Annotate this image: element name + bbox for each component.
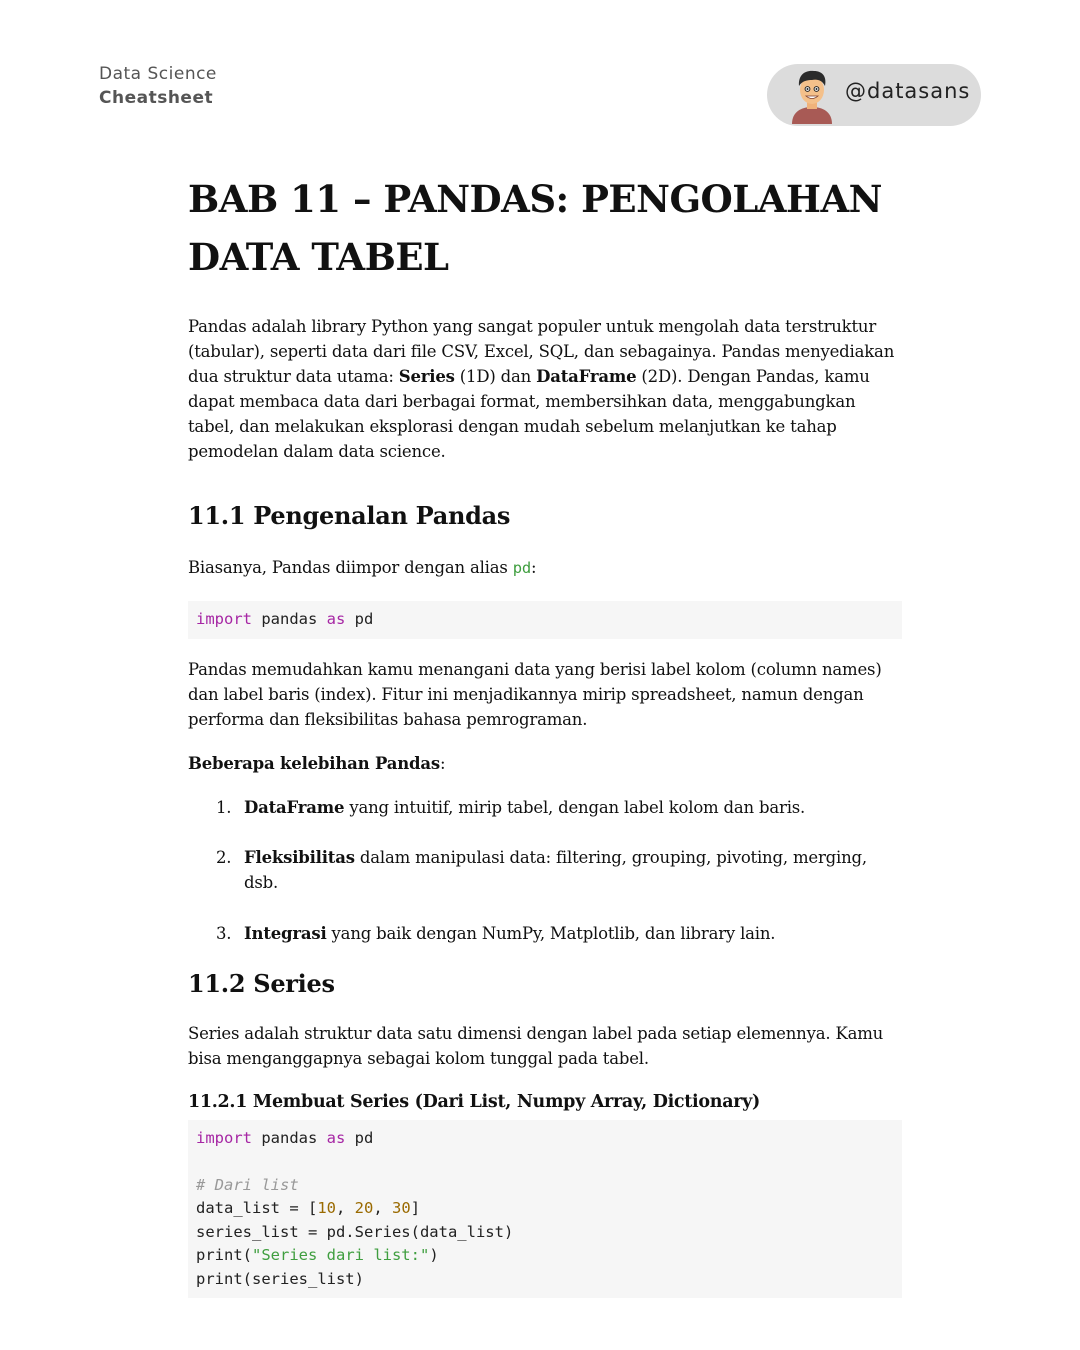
chapter-title: BAB 11 – PANDAS: PENGOLAHAN DATA TABEL [188,177,882,279]
advantages-list [188,795,902,946]
brand-line-1: Data Science [99,64,217,84]
list-item: 1. DataFrame yang intuitif, mirip tabel, dengan label kolom dan baris. [216,797,806,817]
code-block-series[interactable]: import pandas as pd # Dari list data_list = [10, 20, 30] series_list = pd.Series(data_list) print("Series dari list:") print(series_list) [188,1120,902,1299]
labels-paragraph: Pandas memudahkan kamu menangani data yang berisi label kolom (column names) dan label baris (index). Fitur ini menjadikannya mirip spreadsheet, namun dengan performa dan fleksibilitas bahasa pemrograman. [188,659,882,729]
subsection-heading-11-2-1: 11.2.1 Membuat Series (Dari List, Numpy Array, Dictionary) [188,1091,761,1112]
code-block-import[interactable]: import pandas as pd [188,601,902,639]
inline-code-pd: pd [512,559,531,577]
brand-line-2: Cheatsheet [99,88,214,108]
list-item: 2. Fleksibilitas dalam manipulasi data: filtering, grouping, pivoting, merging, dsb. [216,847,867,892]
section-heading-11-2: 11.2 Series [188,968,335,998]
page-content [188,170,902,1298]
series-paragraph: Series adalah struktur data satu dimensi dengan label pada setiap elemennya. Kamu bisa menganggapnya sebagai kolom tunggal pada tabel. [188,1023,884,1068]
avatar-icon [789,68,835,124]
author-badge[interactable] [767,64,981,126]
author-handle: @datasans [845,79,971,103]
advantages-label: Beberapa kelebihan Pandas: [188,753,446,773]
list-item: 3. Integrasi yang baik dengan NumPy, Matplotlib, dan library lain. [216,923,776,943]
import-intro-paragraph: Biasanya, Pandas diimpor dengan alias pd: [188,558,537,577]
intro-paragraph: Pandas adalah library Python yang sangat populer untuk mengolah data terstruktur (tabular), seperti data dari file CSV, Excel, SQL, dan sebagainya. Pandas menyediakan dua struktur data utama: Series (1D) dan DataFrame (2D). Dengan Pandas, kamu dapat membaca data dari berbagai format, membersihkan data, menggabungkan tabel, dan melakukan eksplorasi dengan mudah sebelum melanjutkan ke tahap pemodelan dalam data science. [188,317,895,461]
section-heading-11-1: 11.1 Pengenalan Pandas [188,501,511,530]
brand [99,62,217,110]
